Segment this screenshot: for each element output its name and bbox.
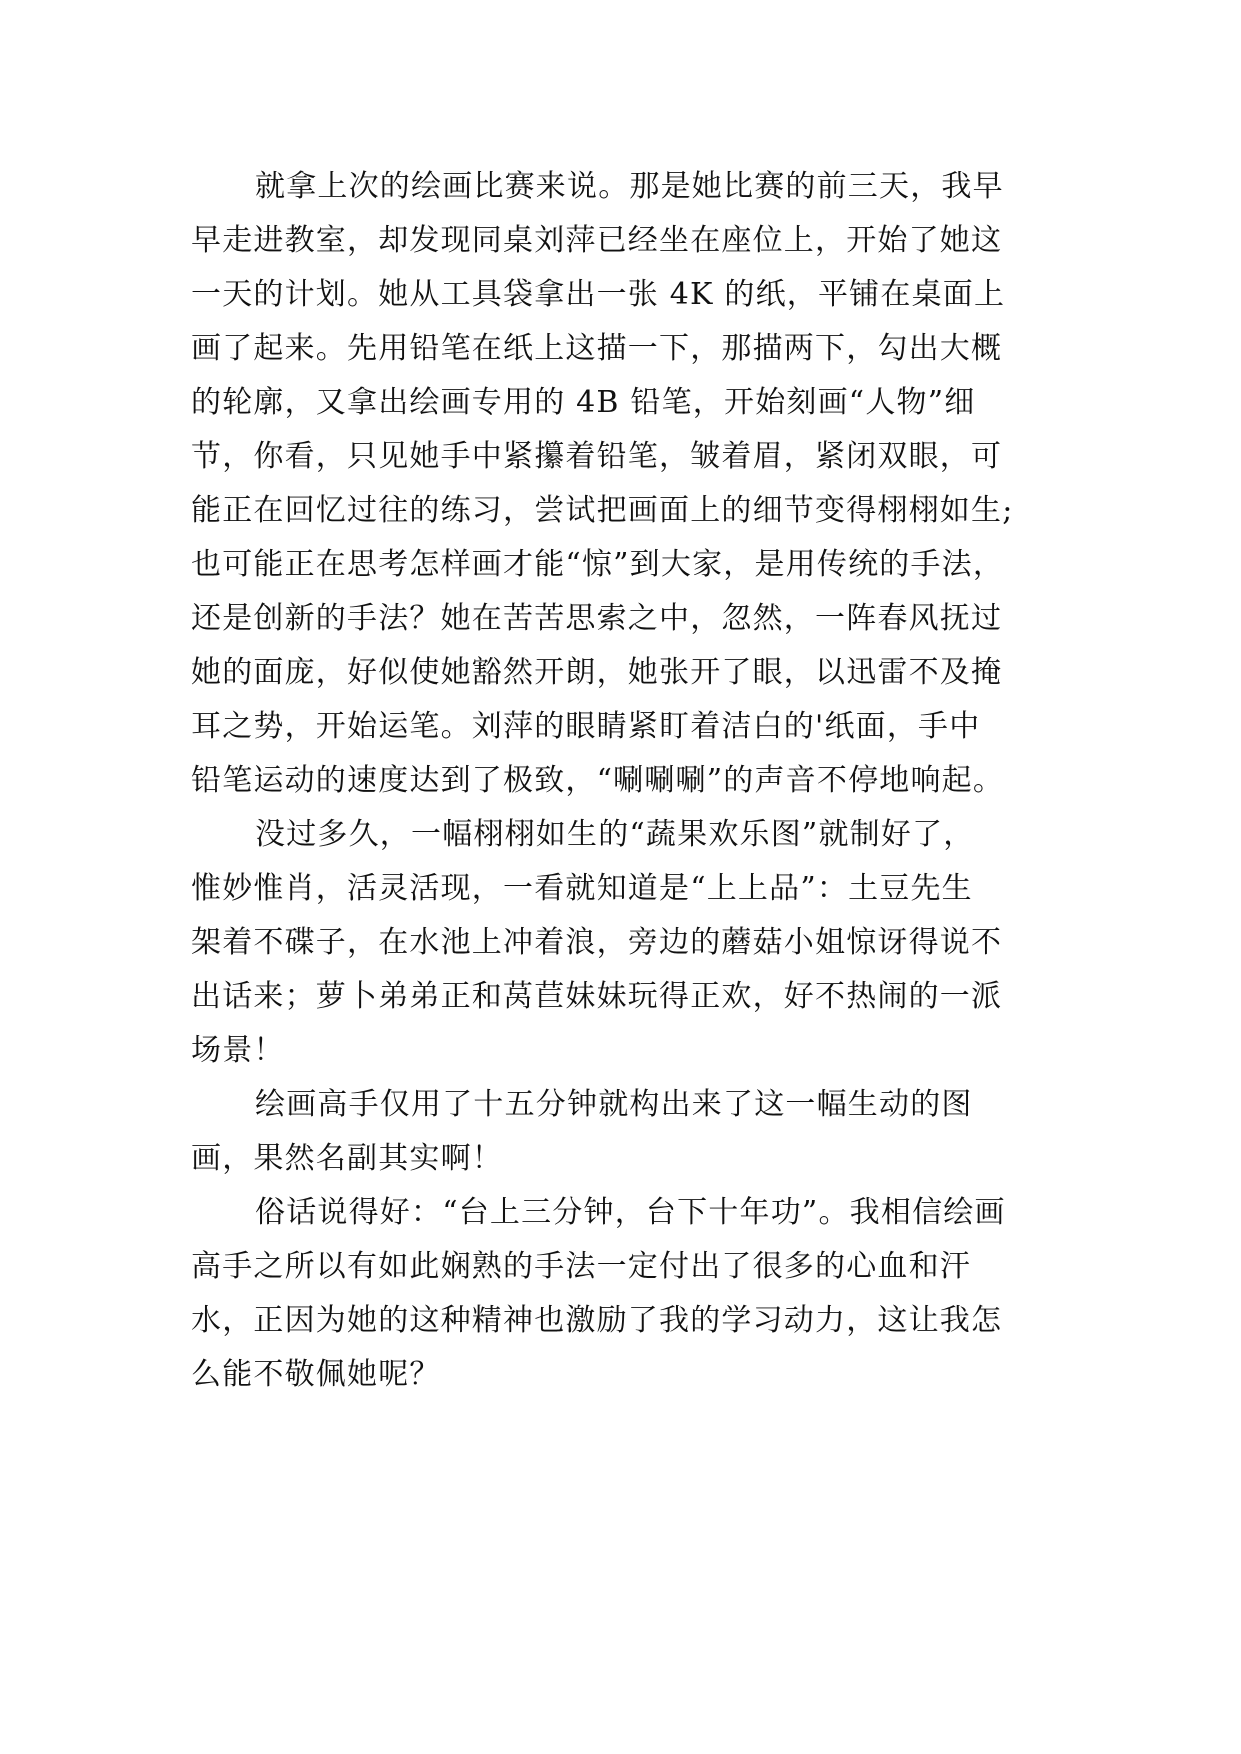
text-line: 场景！ [191, 1033, 285, 1068]
text-line: 绘画高手仅用了十五分钟就构出来了这一幅生动的图 [255, 1087, 973, 1122]
paragraph-4 [191, 1186, 1051, 1402]
text-line: 耳之势，开始运笔。刘萍的眼睛紧盯着洁白的'纸面，手中 [191, 709, 981, 744]
text-line: 早走进教室，却发现同桌刘萍已经坐在座位上，开始了她这 [191, 223, 1003, 258]
document-body [191, 160, 1051, 1402]
text-line: 也可能正在思考怎样画才能“惊”到大家，是用传统的手法， [191, 547, 1005, 582]
text-line: 出话来；萝卜弟弟正和莴苣妹妹玩得正欢，好不热闹的一派 [191, 979, 1003, 1014]
text-line: 铅笔运动的速度达到了极致，“唰唰唰”的声音不停地响起。 [191, 763, 1005, 798]
text-line: 节，你看，只见她手中紧攥着铅笔，皱着眉，紧闭双眼，可 [191, 439, 1003, 474]
text-line: 画，果然名副其实啊！ [191, 1141, 503, 1176]
paragraph-1 [191, 160, 1051, 808]
text-line: 她的面庞，好似使她豁然开朗，她张开了眼，以迅雷不及掩 [191, 655, 1003, 690]
text-line: 架着不碟子，在水池上冲着浪，旁边的蘑菇小姐惊讶得说不 [191, 925, 1003, 960]
text-line: 就拿上次的绘画比赛来说。那是她比赛的前三天，我早 [255, 169, 1004, 204]
text-line: 没过多久，一幅栩栩如生的“蔬果欢乐图”就制好了， [255, 817, 975, 852]
text-line: 俗话说得好：“台上三分钟，台下十年功”。我相信绘画 [255, 1195, 1006, 1230]
text-line: 的轮廓，又拿出绘画专用的 4B 铅笔，开始刻画“人物”细 [191, 385, 976, 420]
text-line: 惟妙惟肖，活灵活现，一看就知道是“上上品”：土豆先生 [191, 871, 973, 906]
text-line: 一天的计划。她从工具袋拿出一张 4K 的纸，平铺在桌面上 [191, 277, 1006, 312]
text-line: 还是创新的手法？她在苦苦思索之中，忽然，一阵春风抚过 [191, 601, 1003, 636]
text-line: 么能不敬佩她呢？ [191, 1357, 441, 1392]
text-line: 能正在回忆过往的练习，尝试把画面上的细节变得栩栩如生; [191, 493, 1014, 528]
paragraph-3 [191, 1078, 1051, 1186]
text-line: 画了起来。先用铅笔在纸上这描一下，那描两下，勾出大概 [191, 331, 1003, 366]
text-line: 水，正因为她的这种精神也激励了我的学习动力，这让我怎 [191, 1303, 1003, 1338]
paragraph-2 [191, 808, 1051, 1078]
text-line: 高手之所以有如此娴熟的手法一定付出了很多的心血和汗 [191, 1249, 971, 1284]
